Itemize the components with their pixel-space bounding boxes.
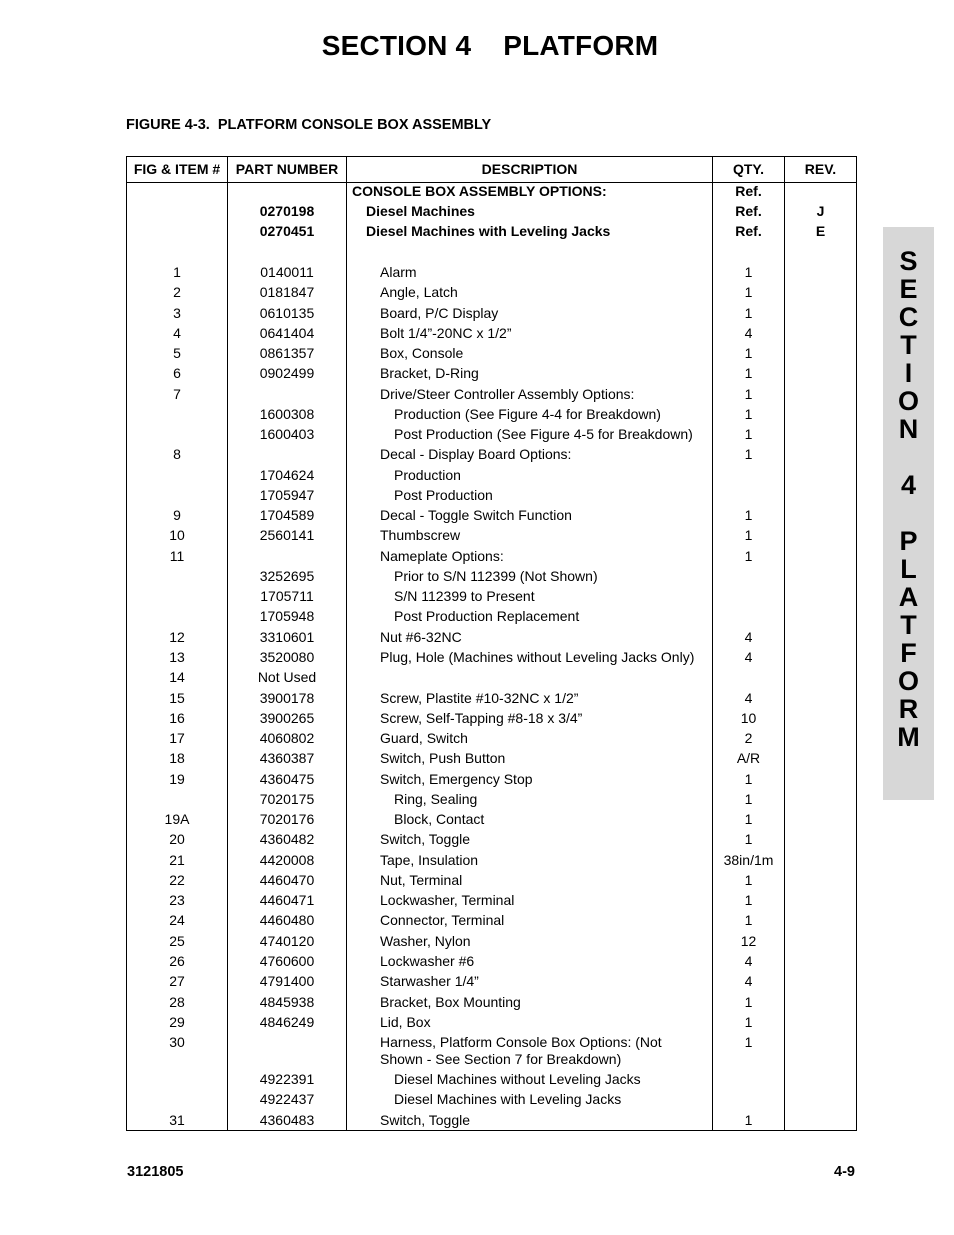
description-cell <box>348 690 744 707</box>
header-qty: QTY. <box>732 161 765 177</box>
qty-cell: 10 <box>740 710 757 726</box>
fig-item-cell: 11 <box>169 548 185 564</box>
description-cell <box>348 831 744 848</box>
qty-cell: 1 <box>744 527 753 543</box>
fig-item-cell: 8 <box>173 446 181 462</box>
header-rev: REV. <box>804 161 837 177</box>
side-tab-letter: T <box>900 330 917 360</box>
qty-cell: 1 <box>744 771 753 787</box>
fig-item-cell: 19A <box>164 811 190 827</box>
part-number-cell: 1704624 <box>259 467 315 483</box>
qty-cell: Ref. <box>735 223 762 239</box>
description-cell <box>348 791 758 808</box>
side-tab-letter: P <box>899 526 918 556</box>
description-line: Diesel Machines without Leveling Jacks <box>394 1071 641 1087</box>
part-number-cell: 4791400 <box>259 973 315 989</box>
description-line: Diesel Machines <box>366 203 475 219</box>
qty-cell: 1 <box>744 446 753 462</box>
side-tab-letter: C <box>898 302 919 332</box>
part-number-cell: 4760600 <box>259 953 315 969</box>
qty-cell: 1 <box>744 1014 753 1030</box>
description-cell <box>348 973 744 990</box>
fig-item-cell: 12 <box>169 629 185 645</box>
part-number-cell: 4922391 <box>259 1071 315 1087</box>
part-number-cell: 4420008 <box>259 852 315 868</box>
description-line: Production (See Figure 4-4 for Breakdown) <box>394 406 661 422</box>
side-tab-letter: M <box>897 722 920 752</box>
description-cell <box>348 649 744 666</box>
qty-cell: 4 <box>744 973 753 989</box>
qty-cell: 1 <box>744 872 753 888</box>
qty-cell: A/R <box>736 750 761 766</box>
description-line: Starwasher 1/4” <box>380 973 479 989</box>
description-cell <box>348 892 744 909</box>
description-line: Alarm <box>380 264 417 280</box>
part-number-cell: 0610135 <box>259 305 315 321</box>
part-number-cell: 4360483 <box>259 1112 315 1128</box>
qty-cell: 1 <box>744 365 753 381</box>
description-line: Lockwasher #6 <box>380 953 475 969</box>
side-tab-letter: 4 <box>900 470 917 500</box>
part-number-cell: 4845938 <box>259 994 315 1010</box>
fig-item-cell: 7 <box>173 386 181 402</box>
part-number-cell: 1600308 <box>259 406 315 422</box>
qty-cell: 1 <box>744 892 753 908</box>
description-line: Tape, Insulation <box>380 852 479 868</box>
fig-item-cell: 17 <box>169 730 185 746</box>
part-number-cell: 4460471 <box>259 892 315 908</box>
qty-cell: 2 <box>744 730 753 746</box>
fig-item-cell: 9 <box>173 507 181 523</box>
description-line: Lid, Box <box>380 1014 431 1030</box>
description-cell <box>348 1071 758 1088</box>
qty-cell: 1 <box>744 831 753 847</box>
description-line: Thumbscrew <box>380 527 461 543</box>
fig-item-cell: 27 <box>169 973 185 989</box>
fig-item-cell: 13 <box>169 649 185 665</box>
side-tab-letter: O <box>897 666 919 696</box>
fig-item-cell: 20 <box>169 831 185 847</box>
description-cell <box>348 1034 744 1068</box>
description-cell <box>348 568 758 585</box>
qty-cell: 1 <box>744 1034 753 1050</box>
side-tab-letter: N <box>898 414 919 444</box>
part-number-cell: 3900178 <box>259 690 315 706</box>
figure-title: FIGURE 4-3. PLATFORM CONSOLE BOX ASSEMBLY <box>126 117 492 133</box>
part-number-cell: 4740120 <box>259 933 315 949</box>
qty-cell: 38in/1m <box>723 852 774 868</box>
part-number-cell: 3310601 <box>259 629 315 645</box>
description-line: Switch, Emergency Stop <box>380 771 533 787</box>
description-line: Bracket, D-Ring <box>380 365 479 381</box>
description-cell <box>348 507 744 524</box>
description-line: Screw, Plastite #10-32NC x 1/2” <box>380 690 579 706</box>
column-divider <box>784 157 785 1130</box>
part-number-cell: 7020176 <box>259 811 315 827</box>
description-line: Bolt 1/4”-20NC x 1/2” <box>380 325 512 341</box>
qty-cell: 1 <box>744 791 753 807</box>
description-cell <box>348 264 744 281</box>
part-number-cell: 3900265 <box>259 710 315 726</box>
description-line: Nut #6-32NC <box>380 629 462 645</box>
qty-cell: Ref. <box>735 183 762 199</box>
description-line: Post Production <box>394 487 493 503</box>
qty-cell: 1 <box>744 305 753 321</box>
part-number-cell: 4460470 <box>259 872 315 888</box>
section-side-tab <box>883 227 934 800</box>
qty-cell: 1 <box>744 386 753 402</box>
page-number: 4-9 <box>834 1164 855 1180</box>
description-line: Post Production Replacement <box>394 608 580 624</box>
fig-item-cell: 23 <box>169 892 185 908</box>
rev-cell: E <box>815 223 826 239</box>
side-tab-letter: E <box>899 274 918 304</box>
description-line: Bracket, Box Mounting <box>380 994 521 1010</box>
side-tab-letter: L <box>900 554 917 584</box>
fig-item-cell: 4 <box>173 325 181 341</box>
fig-item-cell: 10 <box>169 527 185 543</box>
description-cell <box>348 771 744 788</box>
description-cell <box>348 223 730 240</box>
description-cell <box>348 1091 758 1108</box>
description-line: Ring, Sealing <box>394 791 478 807</box>
parts-table <box>126 156 857 1131</box>
part-number-cell: 2560141 <box>259 527 315 543</box>
qty-cell: 1 <box>744 1112 753 1128</box>
description-line: Box, Console <box>380 345 464 361</box>
header-fig-item: FIG & ITEM # <box>133 161 221 177</box>
qty-cell: 4 <box>744 690 753 706</box>
side-tab-letter: F <box>900 638 917 668</box>
description-cell <box>348 446 744 463</box>
description-line: Connector, Terminal <box>380 912 505 928</box>
part-number-cell: 0902499 <box>259 365 315 381</box>
description-line: Diesel Machines with Leveling Jacks <box>394 1091 622 1107</box>
fig-item-cell: 5 <box>173 345 181 361</box>
description-cell <box>348 1014 744 1031</box>
part-number-cell: 1705948 <box>259 608 315 624</box>
fig-item-cell: 26 <box>169 953 185 969</box>
description-cell <box>348 953 744 970</box>
description-line: Guard, Switch <box>380 730 468 746</box>
part-number-cell: 4060802 <box>259 730 315 746</box>
side-tab-letter: A <box>898 582 919 612</box>
description-line: Screw, Self-Tapping #8-18 x 3/4” <box>380 710 583 726</box>
side-tab-letter: O <box>897 386 919 416</box>
qty-cell: 1 <box>744 284 753 300</box>
description-cell <box>348 994 744 1011</box>
description-cell <box>348 811 758 828</box>
fig-item-cell: 31 <box>169 1112 185 1128</box>
header-part-number: PART NUMBER <box>235 161 339 177</box>
qty-cell: 12 <box>740 933 757 949</box>
description-line: Board, P/C Display <box>380 305 499 321</box>
qty-cell: 1 <box>744 345 753 361</box>
description-line: Production <box>394 467 461 483</box>
description-line: Shown - See Section 7 for Breakdown) <box>380 1051 622 1067</box>
description-cell <box>348 710 744 727</box>
description-line: Post Production (See Figure 4-5 for Breakdown) <box>394 426 693 442</box>
description-line: Decal - Display Board Options: <box>380 446 572 462</box>
part-number-cell: 0270198 <box>259 203 315 219</box>
description-cell <box>348 325 744 342</box>
description-line: Switch, Toggle <box>380 1112 471 1128</box>
section-title: SECTION 4 PLATFORM <box>321 30 659 61</box>
fig-item-cell: 25 <box>169 933 185 949</box>
qty-cell: 1 <box>744 811 753 827</box>
fig-item-cell: 16 <box>169 710 185 726</box>
qty-cell: 1 <box>744 507 753 523</box>
description-cell <box>348 588 758 605</box>
part-number-cell: 4846249 <box>259 1014 315 1030</box>
description-cell <box>348 406 758 423</box>
qty-cell: 4 <box>744 629 753 645</box>
qty-cell: 1 <box>744 426 753 442</box>
description-cell <box>348 730 744 747</box>
description-line: Switch, Toggle <box>380 831 471 847</box>
part-number-cell: 1705711 <box>260 588 314 604</box>
fig-item-cell: 29 <box>169 1014 185 1030</box>
fig-item-cell: 1 <box>173 264 181 280</box>
fig-item-cell: 2 <box>173 284 181 300</box>
part-number-cell: Not Used <box>257 669 317 685</box>
fig-item-cell: 6 <box>173 365 181 381</box>
qty-cell: 1 <box>744 548 753 564</box>
description-cell <box>348 386 744 403</box>
rev-cell: J <box>816 203 825 219</box>
description-line: S/N 112399 to Present <box>394 588 535 604</box>
fig-item-cell: 28 <box>169 994 185 1010</box>
description-cell <box>348 548 744 565</box>
description-line: Diesel Machines with Leveling Jacks <box>366 223 611 239</box>
part-number-cell: 4922437 <box>259 1091 315 1107</box>
fig-item-cell: 30 <box>169 1034 185 1050</box>
description-cell <box>348 1112 744 1129</box>
description-cell <box>348 426 758 443</box>
description-line: Switch, Push Button <box>380 750 506 766</box>
fig-item-cell: 15 <box>169 690 185 706</box>
description-cell <box>348 284 744 301</box>
part-number-cell: 0140011 <box>260 264 314 280</box>
description-line: Washer, Nylon <box>380 933 471 949</box>
description-line: Prior to S/N 112399 (Not Shown) <box>394 568 598 584</box>
description-cell <box>348 852 744 869</box>
fig-item-cell: 3 <box>173 305 181 321</box>
part-number-cell: 4360475 <box>259 771 315 787</box>
column-divider <box>346 157 347 1130</box>
description-cell <box>348 872 744 889</box>
part-number-cell: 3520080 <box>259 649 315 665</box>
description-cell <box>348 467 758 484</box>
description-line: Nameplate Options: <box>380 548 504 564</box>
description-cell <box>348 527 744 544</box>
part-number-cell: 3252695 <box>259 568 315 584</box>
part-number-cell: 7020175 <box>259 791 315 807</box>
qty-cell: 1 <box>744 264 753 280</box>
description-cell <box>348 912 744 929</box>
description-cell <box>348 629 744 646</box>
description-line: Nut, Terminal <box>380 872 463 888</box>
fig-item-cell: 21 <box>169 852 185 868</box>
document-number: 3121805 <box>127 1164 184 1180</box>
qty-cell: 4 <box>744 953 753 969</box>
part-number-cell: 1705947 <box>259 487 315 503</box>
side-tab-letter: T <box>900 610 917 640</box>
part-number-cell: 0181847 <box>259 284 315 300</box>
description-cell <box>348 345 744 362</box>
description-line: Block, Contact <box>394 811 485 827</box>
qty-cell: 4 <box>744 649 753 665</box>
description-line: Angle, Latch <box>380 284 458 300</box>
description-line: Harness, Platform Console Box Options: (Not <box>380 1034 662 1050</box>
side-tab-letter: R <box>898 694 919 724</box>
description-cell <box>348 750 744 767</box>
part-number-cell: 0861357 <box>259 345 315 361</box>
description-cell <box>348 365 744 382</box>
part-number-cell: 4460480 <box>259 912 315 928</box>
description-line: Plug, Hole (Machines without Leveling Jacks Only) <box>380 649 695 665</box>
description-cell <box>348 203 730 220</box>
description-cell <box>348 183 716 200</box>
description-line: Decal - Toggle Switch Function <box>380 507 572 523</box>
description-cell <box>348 608 758 625</box>
qty-cell: 1 <box>744 912 753 928</box>
part-number-cell: 0641404 <box>259 325 315 341</box>
part-number-cell: 1704589 <box>259 507 315 523</box>
fig-item-cell: 24 <box>169 912 185 928</box>
part-number-cell: 4360482 <box>259 831 315 847</box>
description-cell <box>348 933 744 950</box>
fig-item-cell: 18 <box>169 750 185 766</box>
part-number-cell: 0270451 <box>259 223 315 239</box>
fig-item-cell: 19 <box>169 771 185 787</box>
fig-item-cell: 22 <box>169 872 185 888</box>
description-cell <box>348 305 744 322</box>
fig-item-cell: 14 <box>169 669 185 685</box>
description-cell <box>348 487 758 504</box>
part-number-cell: 1600403 <box>259 426 315 442</box>
side-tab-letter: S <box>899 246 918 276</box>
qty-cell: 1 <box>744 406 753 422</box>
description-line: Drive/Steer Controller Assembly Options: <box>380 386 635 402</box>
qty-cell: 1 <box>744 994 753 1010</box>
description-line: Lockwasher, Terminal <box>380 892 515 908</box>
qty-cell: 4 <box>744 325 753 341</box>
part-number-cell: 4360387 <box>259 750 315 766</box>
qty-cell: Ref. <box>735 203 762 219</box>
side-tab-letter: I <box>904 358 913 388</box>
header-description: DESCRIPTION <box>481 161 578 177</box>
description-line: CONSOLE BOX ASSEMBLY OPTIONS: <box>352 183 607 199</box>
